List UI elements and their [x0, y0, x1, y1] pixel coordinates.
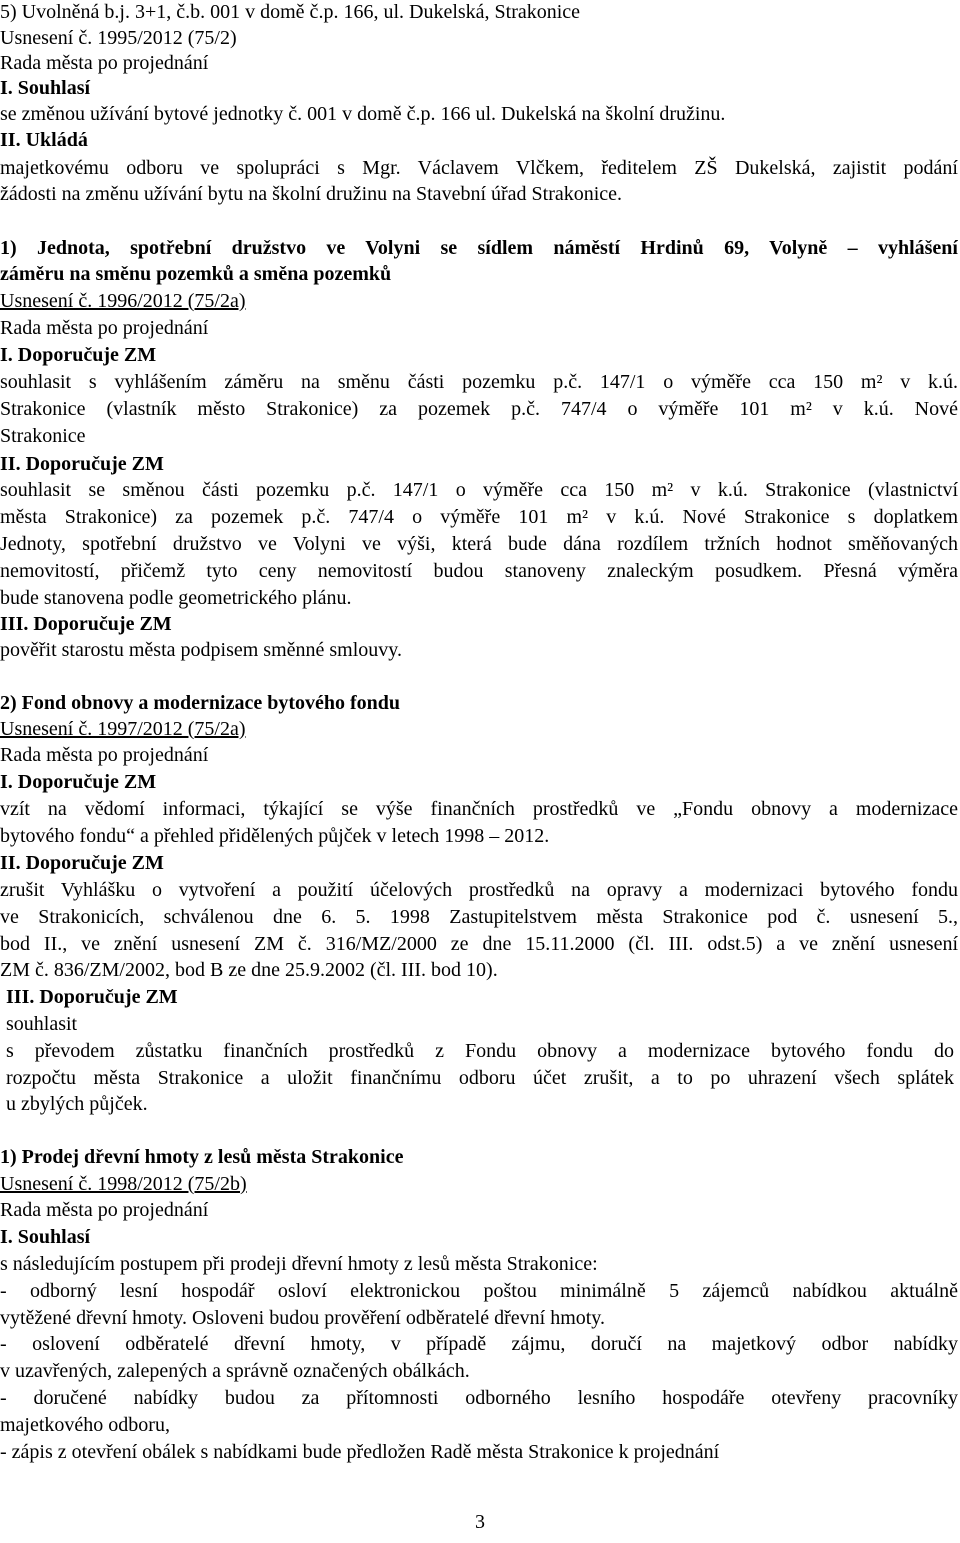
text-line: Jednoty, spotřební družstvo ve Volyni ve výši, která bude dána rozdílem tržních hodnot směňovaných [0, 533, 958, 555]
text-line: vzít na vědomí informaci, týkající se výše finančních prostředků ve „Fondu obnovy a modernizace [0, 798, 958, 820]
text-line: III. Doporučuje ZM [6, 986, 178, 1008]
text-line: žádosti na změnu užívání bytu na školní družinu na Stavební úřad Strakonice. [0, 183, 623, 205]
text-line: I. Doporučuje ZM [0, 771, 157, 793]
text-line: Usnesení č. 1998/2012 (75/2b) [0, 1173, 247, 1195]
text-line: záměru na směnu pozemků a směna pozemků [0, 263, 392, 285]
text-line: I. Doporučuje ZM [0, 344, 157, 366]
text-line: I. Souhlasí [0, 1226, 91, 1248]
text-line: rozpočtu města Strakonice a uložit finančnímu odboru účet zrušit, a to po uhrazení všech splátek [6, 1067, 954, 1089]
text-line: bytového fondu“ a přehled přidělených půjček v letech 1998 – 2012. [0, 825, 550, 847]
text-line: I. Souhlasí [0, 77, 91, 99]
text-line: 1) Jednota, spotřební družstvo ve Volyni se sídlem náměstí Hrdinů 69, Volyně – vyhlášení [0, 237, 958, 259]
text-line: pověřit starostu města podpisem směnné smlouvy. [0, 639, 402, 661]
text-line: 5) Uvolněná b.j. 3+1, č.b. 001 v domě č.p. 166, ul. Dukelská, Strakonice [0, 1, 581, 23]
text-line: II. Ukládá [0, 129, 88, 151]
text-line: - doručené nabídky budou za přítomnosti odborného lesního hospodáře otevřeny pracovníky [0, 1387, 958, 1409]
text-line: ZM č. 836/ZM/2002, bod B ze dne 25.9.2002 (čl. III. bod 10). [0, 959, 498, 981]
text-line: - odborný lesní hospodář osloví elektronickou poštou minimálně 5 zájemců nabídkou aktuálně [0, 1280, 958, 1302]
page-number: 3 [475, 1511, 485, 1533]
text-line: u zbylých půjček. [6, 1093, 148, 1115]
text-line: Rada města po projednání [0, 744, 209, 766]
text-line: Usnesení č. 1997/2012 (75/2a) [0, 718, 246, 740]
text-line: v uzavřených, zalepených a správně označených obálkách. [0, 1360, 470, 1382]
text-line: s následujícím postupem při prodeji dřevní hmoty z lesů města Strakonice: [0, 1253, 598, 1275]
text-line: 2) Fond obnovy a modernizace bytového fondu [0, 692, 401, 714]
text-line: nemovitostí, přičemž tyto ceny nemovitostí budou stanoveny znaleckým posudkem. Přesná výměra [0, 560, 958, 582]
text-line: bude stanovena podle geometrického plánu. [0, 587, 352, 609]
text-line: Strakonice (vlastník město Strakonice) za pozemek p.č. 747/4 o výměře 101 m² v k.ú. Nové [0, 398, 958, 420]
text-line: Rada města po projednání [0, 317, 209, 339]
text-line: Usnesení č. 1996/2012 (75/2a) [0, 290, 246, 312]
text-line: zrušit Vyhlášku o vytvoření a použití účelových prostředků na opravy a modernizaci bytového fondu [0, 879, 958, 901]
text-line: II. Doporučuje ZM [0, 453, 164, 475]
text-line: souhlasit s vyhlášením záměru na směnu části pozemku p.č. 147/1 o výměře cca 150 m² v k.ú. [0, 371, 958, 393]
text-line: ve Strakonicích, schválenou dne 6. 5. 1998 Zastupitelstvem města Strakonice pod č. usnesení 5., [0, 906, 958, 928]
text-line: - oslovení odběratelé dřevní hmoty, v případě zájmu, doručí na majetkový odbor nabídky [0, 1333, 958, 1355]
text-line: se změnou užívání bytové jednotky č. 001 v domě č.p. 166 ul. Dukelská na školní družinu. [0, 103, 726, 125]
text-line: - zápis z otevření obálek s nabídkami bude předložen Radě města Strakonice k projednání [0, 1441, 720, 1463]
text-line: s převodem zůstatku finančních prostředků z Fondu obnovy a modernizace bytového fondu do [6, 1040, 954, 1062]
text-line: majetkového odboru, [0, 1414, 170, 1436]
text-line: 1) Prodej dřevní hmoty z lesů města Strakonice [0, 1146, 404, 1168]
text-line: souhlasit [6, 1013, 78, 1035]
text-line: Strakonice [0, 425, 86, 447]
text-line: III. Doporučuje ZM [0, 613, 172, 635]
text-line: majetkovému odboru ve spolupráci s Mgr. Václavem Vlčkem, ředitelem ZŠ Dukelská, zajistit podání [0, 157, 958, 179]
text-line: bod II., ve znění usnesení ZM č. 316/MZ/2000 ze dne 15.11.2000 (čl. III. odst.5) a ve znění usnesení [0, 933, 958, 955]
text-line: Usnesení č. 1995/2012 (75/2) [0, 27, 237, 49]
text-line: vytěžené dřevní hmoty. Osloveni budou prověření odběratelé dřevní hmoty. [0, 1307, 606, 1329]
text-line: města Strakonice) za pozemek p.č. 747/4 o výměře 101 m² v k.ú. Nové Strakonice s doplatkem [0, 506, 958, 528]
text-line: souhlasit se směnou části pozemku p.č. 147/1 o výměře cca 150 m² v k.ú. Strakonice (vlastnictví [0, 479, 958, 501]
text-line: II. Doporučuje ZM [0, 852, 164, 874]
text-line: Rada města po projednání [0, 1199, 209, 1221]
text-line: Rada města po projednání [0, 52, 209, 74]
